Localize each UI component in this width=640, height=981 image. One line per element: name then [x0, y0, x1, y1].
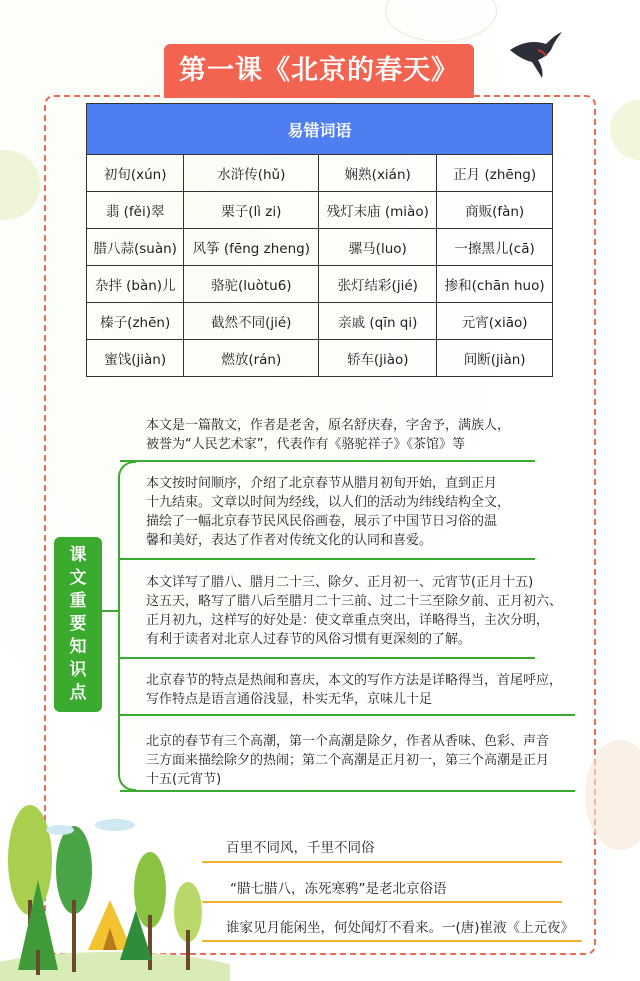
table-cell: 亲戚 (qīn qi) [319, 303, 437, 340]
tent-trees-illustration [0, 800, 230, 981]
table-row [87, 340, 553, 377]
table-cell: 水浒传(hǔ) [184, 155, 319, 192]
table-cell: 杂拌 (bàn)儿 [87, 266, 184, 303]
text-line: 北京的春节有三个高潮，第一个高潮是除夕，作者从香味、色彩、声音 [146, 734, 550, 749]
table-cell: 初旬(xún) [87, 155, 184, 192]
text-line: 本文按时间顺序，介绍了北京春节从腊月初旬开始，直到正月 [146, 476, 498, 491]
table-row [87, 192, 553, 229]
label-char: 文 [69, 568, 87, 588]
text-line: 写作特点是语言通俗浅显，朴实无华，京味儿十足 [146, 692, 433, 707]
saying-text: 谁家见月能闲坐，何处闻灯不看来。一(唐)崔液《上元夜》 [226, 920, 575, 936]
saying-text: 百里不同风，千里不同俗 [226, 840, 375, 856]
table-row [87, 229, 553, 266]
label-char: 知 [69, 637, 87, 657]
table-cell: 元宵(xiāo) [437, 303, 553, 340]
table-cell: 翡 (fěi)翠 [87, 192, 184, 229]
divider-line [120, 558, 535, 560]
text-line: 描绘了一幅北京春节民风民俗画卷，展示了中国节日习俗的温 [146, 514, 498, 529]
text-line: 有利于读者对北京人过春节的风俗习惯有更深刻的了解。 [146, 632, 472, 647]
text-line: 本文详写了腊八、腊月二十三、除夕、正月初一、元宵节(正月十五) [146, 575, 534, 590]
table-cell: 残灯末庙 (miào) [319, 192, 437, 229]
text-line: 本文是一篇散文，作者是老舍，原名舒庆春，字舍予，满族人， [146, 418, 511, 433]
knowledge-point [146, 732, 549, 789]
divider-line [120, 460, 535, 462]
label-char: 要 [69, 614, 87, 634]
vocab-table [86, 103, 553, 377]
text-line: 馨和美好，表达了作者对传统文化的认同和喜爱。 [146, 533, 433, 548]
table-cell: 正月 (zhēng) [437, 155, 553, 192]
text-line: 正月初九，这样写的好处是：使文章重点突出，详略得当，主次分明， [146, 613, 550, 628]
page-title: 第一课《北京的春天》 [164, 44, 474, 98]
table-cell: 截然不同(jié) [184, 303, 319, 340]
knowledge-point [146, 671, 562, 709]
label-char: 重 [69, 591, 87, 611]
knowledge-point [146, 573, 562, 649]
divider-line [202, 940, 582, 942]
knowledge-section-label [54, 537, 102, 712]
vocab-table-header: 易错词语 [87, 104, 553, 155]
table-cell: 轿车(jiào) [319, 340, 437, 377]
table-cell: 燃放(rán) [184, 340, 319, 377]
divider-line [120, 790, 575, 792]
text-line: 三方面来描绘除夕的热闹；第二个高潮是正月初一，第三个高潮是正月 [146, 753, 550, 768]
table-cell: 骆驼(luòtu6) [184, 266, 319, 303]
table-cell: 掺和(chān huo) [437, 266, 553, 303]
table-cell: 张灯结彩(jié) [319, 266, 437, 303]
text-line: 北京春节的特点是热闹和喜庆，本文的写作方法是详略得当，首尾呼应， [146, 673, 563, 688]
table-cell: 榛子(zhēn) [87, 303, 184, 340]
table-cell: 一擦黑儿(cā) [437, 229, 553, 266]
knowledge-point [146, 474, 510, 550]
divider-line [202, 901, 562, 903]
label-char: 课 [69, 545, 87, 565]
label-char: 点 [69, 683, 87, 703]
table-cell: 风筝 (fēng zheng) [184, 229, 319, 266]
text-line: 十九结束。文章以时间为经线，以人们的活动为纬线结构全文， [146, 495, 511, 510]
table-cell: 骡马(luo) [319, 229, 437, 266]
table-cell: 腊八蒜(suàn) [87, 229, 184, 266]
text-line: 被誉为“人民艺术家”，代表作有《骆驼祥子》《茶馆》等 [146, 437, 465, 452]
table-row [87, 303, 553, 340]
table-cell: 栗子(lì zi) [184, 192, 319, 229]
table-cell: 娴熟(xián) [319, 155, 437, 192]
text-line: 十五(元宵节) [146, 772, 222, 787]
label-char: 识 [69, 660, 87, 680]
bracket-connector [102, 610, 120, 612]
swallow-bird-icon [508, 30, 563, 80]
intro-paragraph [146, 416, 510, 454]
saying-text: “腊七腊八，冻死寒鸦”是老北京俗语 [230, 881, 447, 897]
table-cell: 间断(jiàn) [437, 340, 553, 377]
table-row [87, 266, 553, 303]
table-cell: 商贩(fàn) [437, 192, 553, 229]
divider-line [120, 657, 535, 659]
table-cell: 蜜饯(jiàn) [87, 340, 184, 377]
knowledge-bracket [118, 461, 136, 791]
divider-line [120, 714, 575, 716]
divider-line [202, 861, 562, 863]
table-row [87, 155, 553, 192]
text-line: 这五天，略写了腊八后至腊月二十三前、过二十三至除夕前、正月初六、 [146, 594, 563, 609]
